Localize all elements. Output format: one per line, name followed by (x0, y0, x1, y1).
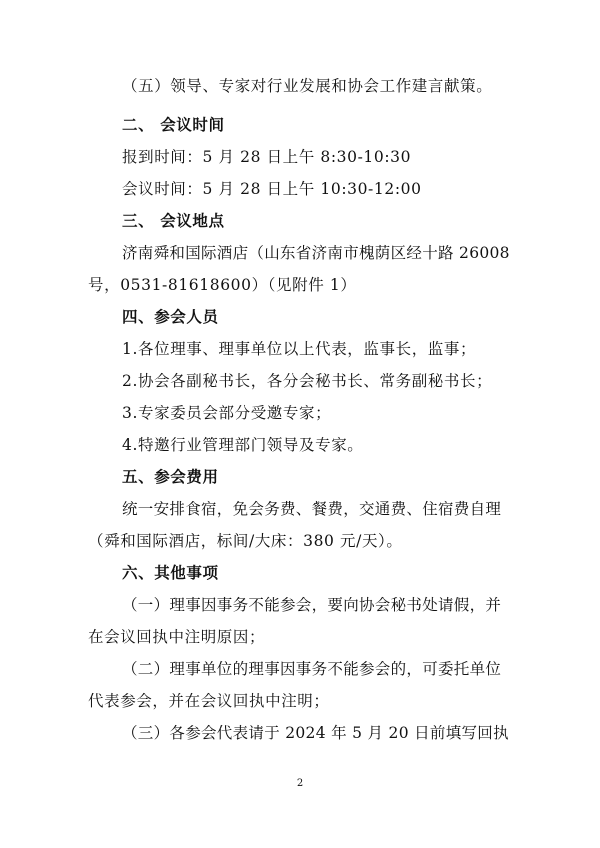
attendee-item-2: 2.协会各副秘书长，各分会秘书长、常务副秘书长； (122, 372, 493, 390)
attendee-item-1: 1.各位理事、理事单位以上代表，监事长，监事； (122, 340, 477, 358)
section-heading-fees: 五、参会费用 (122, 468, 219, 486)
other-item-3-line-1: （三）各参会代表请于 2024 年 5 月 20 日前填写回执 (122, 724, 509, 742)
other-item-1-line-2: 在会议回执中注明原因； (88, 628, 266, 646)
other-item-1-line-1: （一）理事因事务不能参会，要向协会秘书处请假，并 (122, 596, 502, 614)
fees-text-line-2: （舜和国际酒店，标间/大床：380 元/天）。 (88, 532, 403, 550)
other-item-2-line-1: （二）理事单位的理事因事务不能参会的，可委托单位 (122, 660, 502, 678)
venue-address-line-2: 号，0531-81618600）（见附件 1） (88, 276, 357, 294)
section-heading-meeting-time: 二、 会议时间 (122, 116, 225, 134)
agenda-item-5: （五）领导、专家对行业发展和协会工作建言献策。 (122, 77, 493, 95)
fees-text-line-1: 统一安排食宿，免会务费、餐费，交通费、住宿费自理 (122, 500, 502, 518)
registration-time: 报到时间：5 月 28 日上午 8:30-10:30 (122, 148, 412, 166)
attendee-item-3: 3.专家委员会部分受邀专家； (122, 404, 332, 422)
page-number: 2 (296, 778, 304, 789)
section-heading-attendees: 四、参会人员 (122, 308, 219, 326)
section-heading-other-matters: 六、其他事项 (122, 564, 219, 582)
attendee-item-4: 4.特邀行业管理部门领导及专家。 (122, 436, 364, 454)
other-item-2-line-2: 代表参会，并在会议回执中注明； (88, 692, 330, 710)
meeting-time: 会议时间：5 月 28 日上午 10:30-12:00 (122, 180, 422, 198)
venue-address-line-1: 济南舜和国际酒店（山东省济南市槐荫区经十路 26008 (122, 244, 510, 262)
section-heading-meeting-venue: 三、 会议地点 (122, 212, 225, 230)
